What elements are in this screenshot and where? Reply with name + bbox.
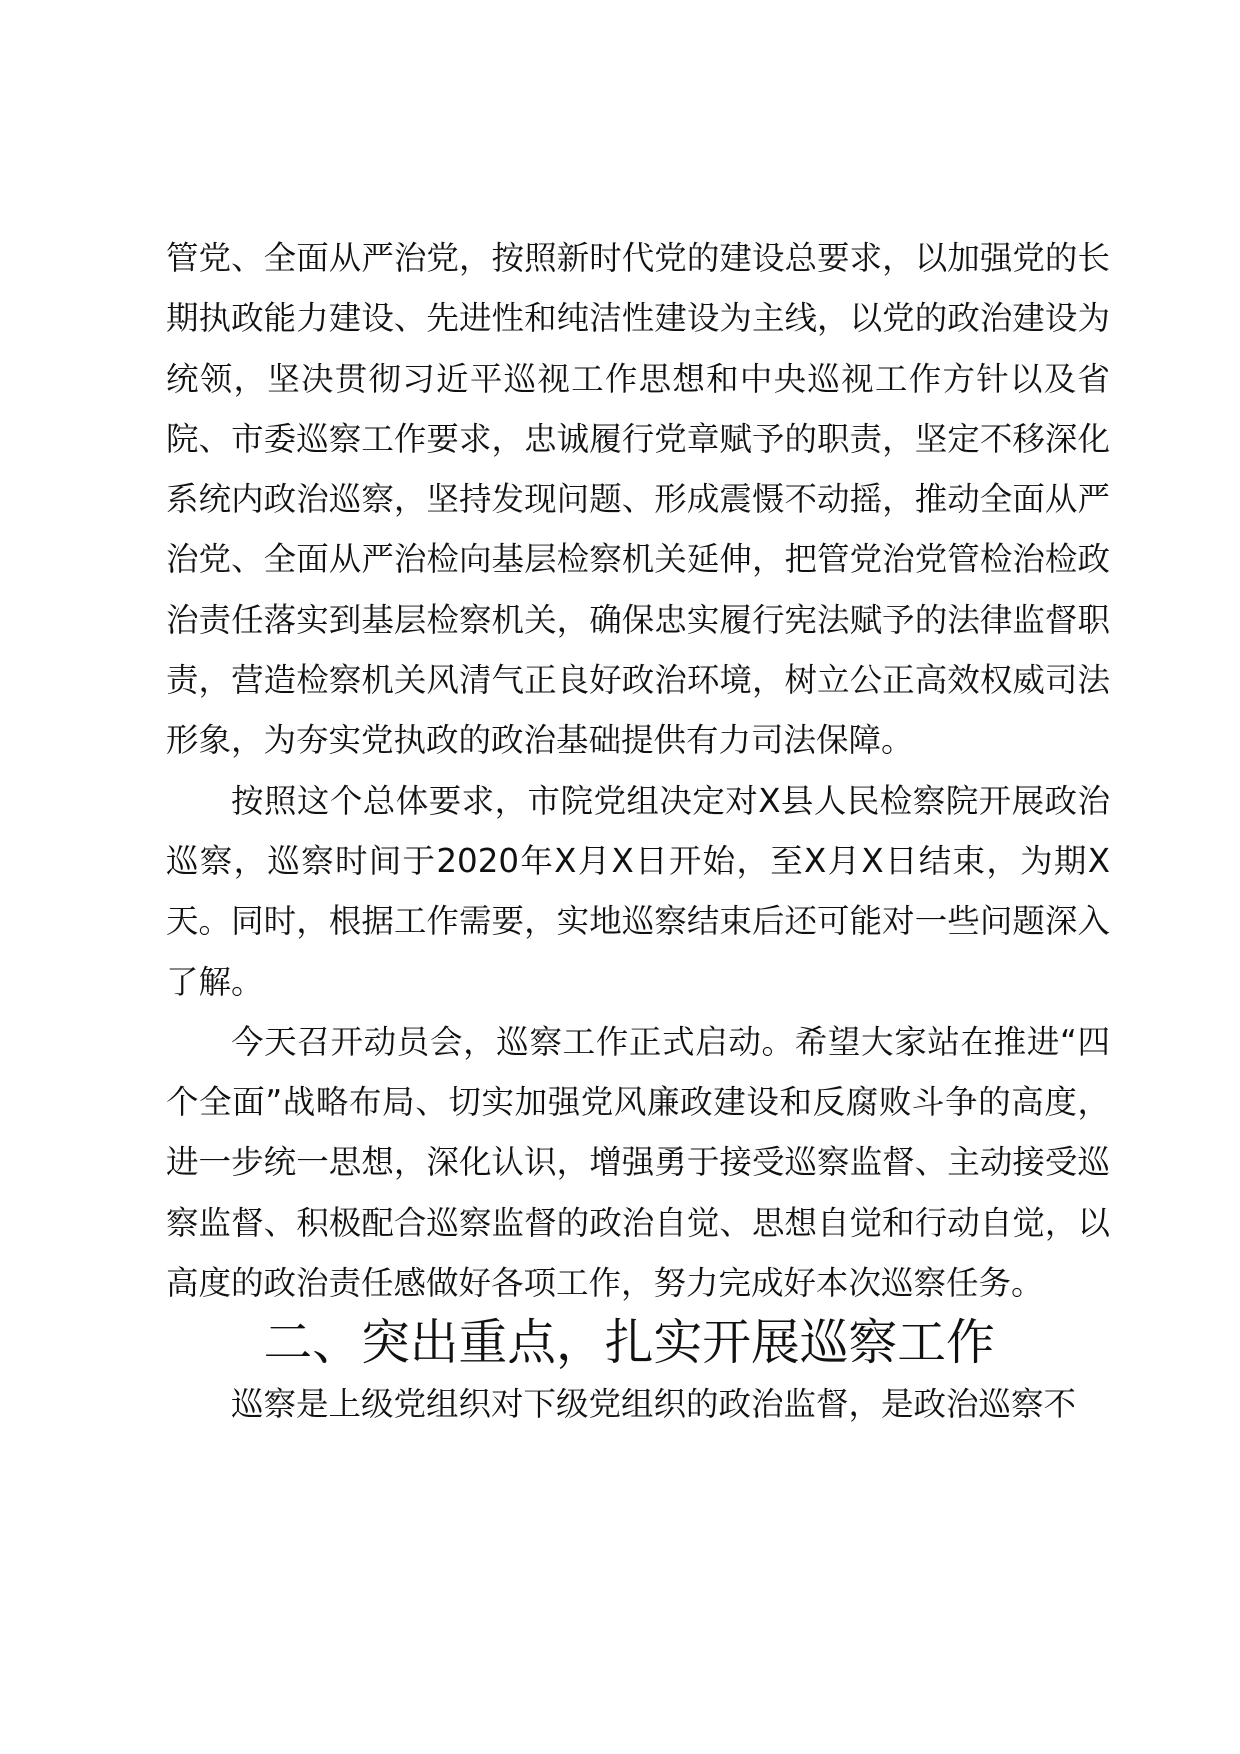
document-body <box>166 228 1110 1434</box>
inspection-schedule-paragraph: 按照这个总体要求，市院党组决定对X县人民检察院开展政治巡察，巡察时间于2020年X月X日开始，至X月X日结束，为期X天。同时，根据工作需要，实地巡察结束后还可能对一些问题深入了解。 <box>166 781 1110 1001</box>
final-paragraph: 巡察是上级党组织对下级党组织的政治监督，是政治巡察不 <box>231 1384 1077 1423</box>
mobilization-paragraph: 今天召开动员会，巡察工作正式启动。希望大家站在推进“四个全面”战略布局、切实加强党风廉政建设和反腐败斗争的高度，进一步统一思想，深化认识，增强勇于接受巡察监督、主动接受巡察监督、积极配合巡察监督的政治自觉、思想自觉和行动自觉，以高度的政治责任感做好各项工作，努力完成好本次巡察任务。 <box>166 1022 1110 1303</box>
section-heading: 二、突出重点，扎实开展巡察工作 <box>263 1315 995 1372</box>
continuation-paragraph: 管党、全面从严治党，按照新时代党的建设总要求，以加强党的长期执政能力建设、先进性和纯洁性建设为主线，以党的政治建设为统领，坚决贯彻习近平巡视工作思想和中央巡视工作方针以及省院、市委巡察工作要求，忠诚履行党章赋予的职责，坚定不移深化系统内政治巡察，坚持发现问题、形成震慑不动摇，推动全面从严治党、全面从严治检向基层检察机关延伸，把管党治党管检治检政治责任落实到基层检察机关，确保忠实履行宪法赋予的法律监督职责，营造检察机关风清气正良好政治环境，树立公正高效权威司法形象，为夯实党执政的政治基础提供有力司法保障。 <box>166 239 1110 760</box>
